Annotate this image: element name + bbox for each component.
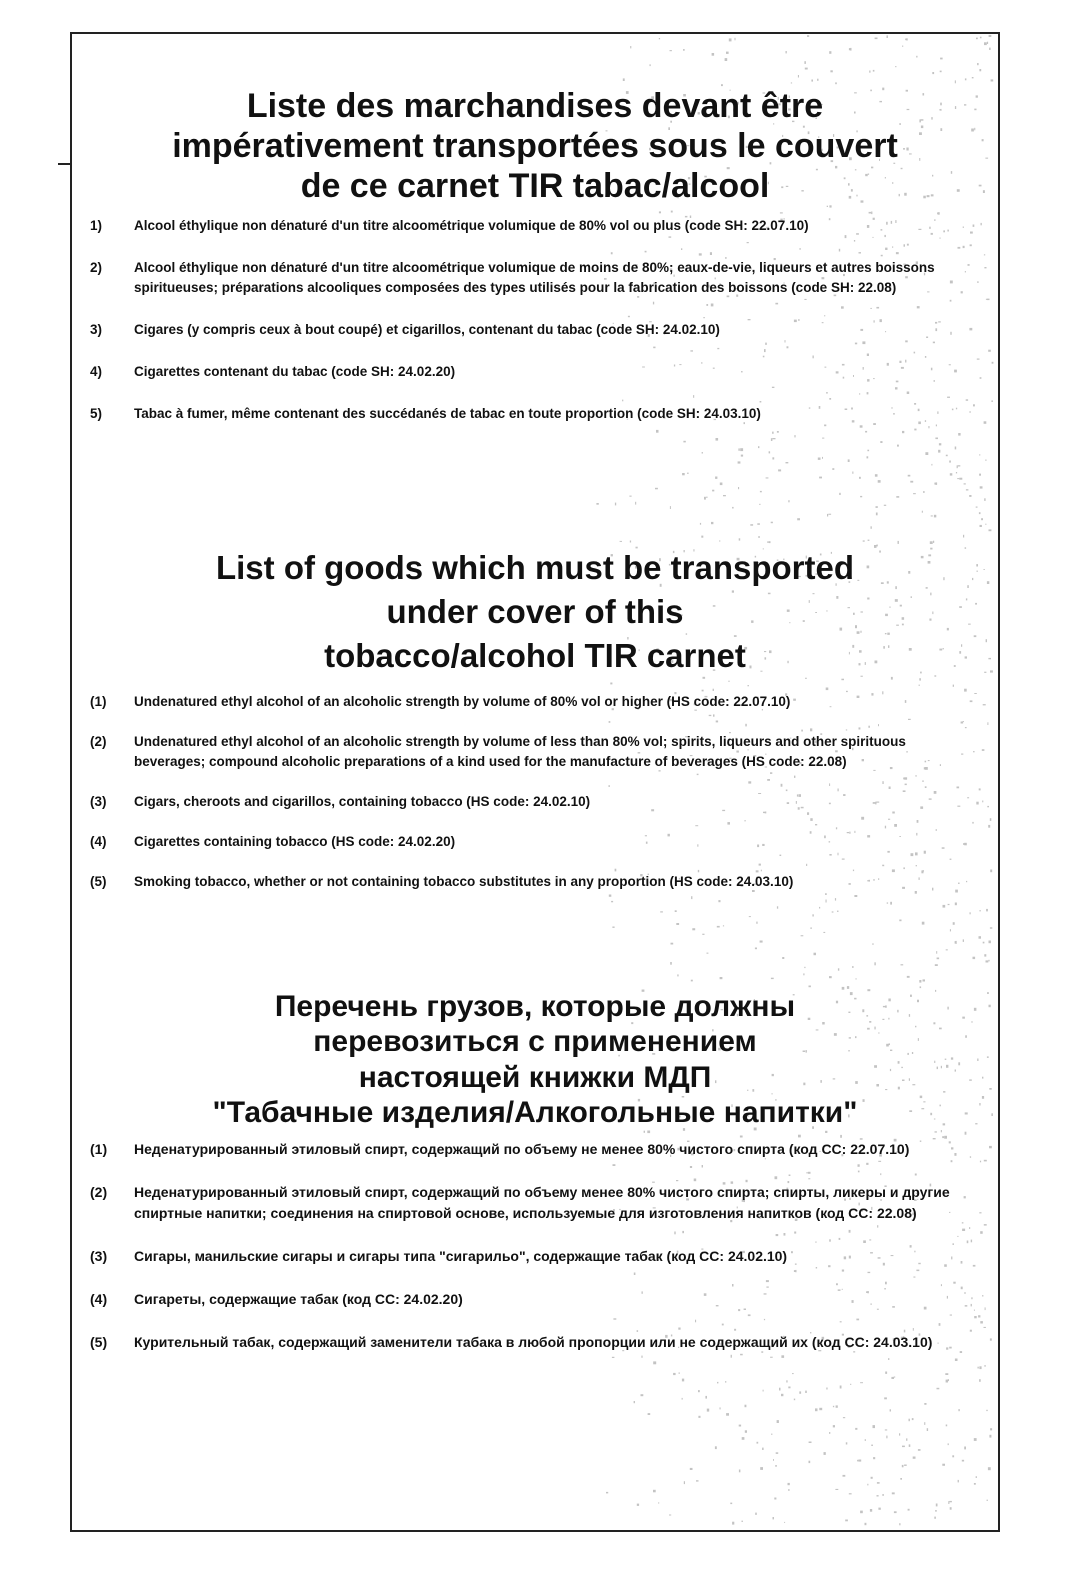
french-heading-line: de ce carnet TIR tabac/alcool [300,167,770,206]
english-goods-list [72,692,998,892]
item-text: Smoking tobacco, whether or not containing tobacco substitutes in any proportion (HS code: 24.03.10) [134,873,794,889]
list-item [72,1289,998,1310]
item-number: (1) [90,693,107,709]
item-number: (2) [90,1183,108,1200]
item-text: Курительный табак, содержащий заменители табака в любой пропорции или не содержащий их (код СС: 24.03.10) [134,1333,933,1350]
item-text: Неденатурированный этиловый спирт, содержащий по объему менее 80% чистого спирта; спирты, ликеры и другие спиртные напитки; соединения на спиртовой основе, используемые для изготовления напитков (код СС: 22.08) [134,1183,950,1221]
item-number: (4) [90,1290,108,1307]
item-number: (3) [90,1247,108,1264]
russian-goods-list [72,1139,998,1353]
french-section [72,86,998,446]
french-goods-list [72,216,998,424]
russian-heading-line: "Табачные изделия/Алкогольные напитки" [212,1096,858,1130]
item-text: Неденатурированный этиловый спирт, содержащий по объему не менее 80% чистого спирта (код СС: 22.07.10) [134,1140,910,1157]
russian-section [72,989,998,1375]
item-text: Tabac à fumer, même contenant des succédanés de tabac en toute proportion (code SH: 24.03.10) [134,406,761,422]
item-text: Undenatured ethyl alcohol of an alcoholic strength by volume of 80% vol or higher (HS code: 22.07.10) [134,693,791,709]
item-text: Cigarettes containing tobacco (HS code: 24.02.20) [134,833,456,849]
item-number: 4) [90,364,103,380]
item-text: Undenatured ethyl alcohol of an alcoholic strength by volume of less than 80% vol; spirits, liqueurs and other spirituous beverages; compound alcoholic preparations of a kind used for the manufacture of beverages (HS code: 22.08) [134,733,906,769]
item-number: 1) [90,218,103,234]
english-heading [72,546,998,678]
russian-heading-line: Перечень грузов, которые должны [274,990,796,1023]
item-text: Сигареты, содержащие табак (код СС: 24.02.20) [134,1290,463,1307]
item-number: (4) [90,833,107,849]
list-item [72,320,998,340]
item-number: (5) [90,873,107,889]
item-text: Cigarettes contenant du tabac (code SH: 24.02.20) [134,364,456,380]
item-text: Cigars, cheroots and cigarillos, containing tobacco (HS code: 24.02.10) [134,793,591,809]
russian-heading-line: настоящей книжки МДП [358,1060,712,1094]
list-item [72,732,998,772]
list-item [72,832,998,852]
english-heading-line: tobacco/alcohol TIR carnet [324,636,746,674]
item-text: Cigares (y compris ceux à bout coupé) et cigarillos, contenant du tabac (code SH: 24.02.10) [134,322,720,338]
french-heading-line: impérativement transportées sous le couvert [172,127,898,166]
list-item [72,792,998,812]
russian-heading-line: перевозиться с применением [313,1025,757,1059]
english-section [72,546,998,912]
english-heading-line: List of goods which must be transported [215,549,855,586]
item-text: Сигары, манильские сигары и сигары типа "сигарильо", содержащие табак (код СС: 24.02.10) [134,1247,788,1264]
french-heading [72,86,998,206]
list-item [72,1332,998,1353]
item-text: Alcool éthylique non dénaturé d'un titre alcoométrique volumique de moins de 80%; eaux-de-vie, liqueurs et autres boissons spiritueuses; préparations alcooliques composées des types utilisés pour la fabrication des boissons (code SH: 22.08) [134,260,935,296]
document-page [70,32,1000,1532]
list-item [72,404,998,424]
french-heading-line: Liste des marchandises devant être [246,87,824,125]
item-number: (2) [90,733,107,749]
list-item [72,1139,998,1160]
item-number: (5) [90,1333,108,1350]
item-number: (3) [90,793,107,809]
russian-heading [72,989,998,1131]
list-item [72,872,998,892]
item-number: 5) [90,406,103,422]
list-item [72,1246,998,1267]
item-number: 3) [90,322,103,338]
list-item [72,362,998,382]
list-item [72,258,998,298]
item-number: 2) [90,260,103,276]
list-item [72,216,998,236]
english-heading-line: under cover of this [386,592,684,630]
list-item [72,692,998,712]
item-number: (1) [90,1140,108,1157]
item-text: Alcool éthylique non dénaturé d'un titre alcoométrique volumique de 80% vol ou plus (code SH: 22.07.10) [134,218,809,234]
list-item [72,1182,998,1224]
